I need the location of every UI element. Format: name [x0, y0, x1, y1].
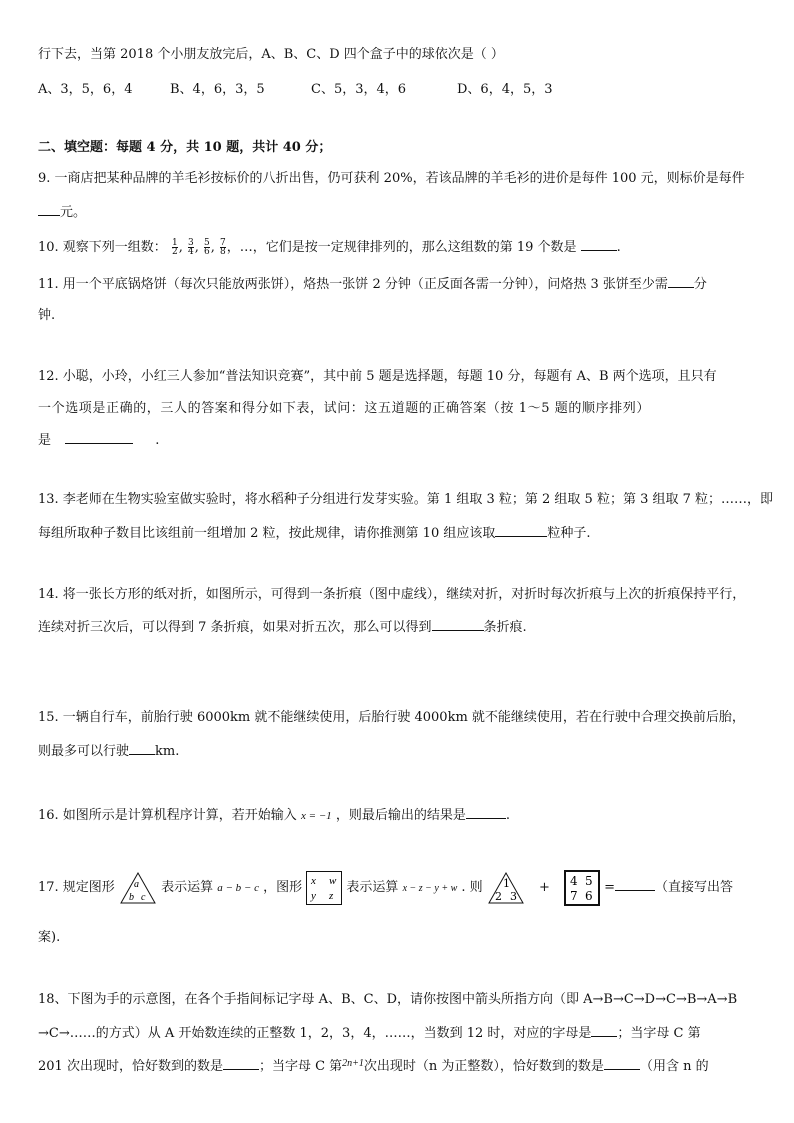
- q12-line1: 12. 小聪，小玲，小红三人参加“普法知识竞赛”，其中前 5 题是选择题，每题 10 分，每题有 A、B 两个选项，且只有: [38, 369, 717, 384]
- square-number-br: 6: [585, 888, 593, 903]
- math-expression: x − z − y + w: [402, 883, 458, 894]
- answer-blank[interactable]: [615, 877, 655, 891]
- fraction: $\frac{1}{2}$: [171, 238, 178, 257]
- q18-line2: →C→……的方式）从 A 开始数连续的正整数 1，2，3，4，……，当数到 12 时，对应的字母是 ；当字母 C 第: [38, 1023, 701, 1043]
- q10-line: 10. 观察下列一组数： $\frac{1}{2}$ , $\frac{3}{4}$ , $\frac{5}{6}$ , $\frac{7}{8}$ ，…，它们是按一定规律排列的，那么这组数的第 19 个数是 .: [38, 238, 621, 257]
- option-a: A、3，5，6，4: [38, 82, 133, 97]
- triangle-letter-b: b: [128, 891, 134, 903]
- option-c: C、5，3，4，6: [311, 82, 407, 97]
- triangle-number-right: 3: [509, 889, 517, 903]
- answer-blank[interactable]: [223, 1056, 259, 1070]
- answer-blank[interactable]: [591, 1023, 617, 1037]
- answer-blank[interactable]: [581, 237, 617, 251]
- option-d: D、6，4，5，3: [457, 82, 553, 97]
- square-number-tl: 4: [570, 873, 578, 888]
- math-expression: x = −1: [300, 810, 332, 822]
- intro-line: 行下去，当第 2018 个小朋友放完后，A、B、C、D 四个盒子中的球依次是（ ）: [38, 47, 504, 62]
- square-letter-x: x: [311, 874, 317, 887]
- q13-line2: 每组所取种子数目比该组前一组增加 2 粒，按此规律，请你推测第 10 组应该取 粒种子.: [38, 523, 590, 543]
- answer-blank[interactable]: [38, 202, 60, 216]
- q15-line1: 15. 一辆自行车，前胎行驶 6000km 就不能继续使用，后胎行驶 4000km 就不能继续使用，若在行驶中合理交换前后胎，: [38, 710, 745, 725]
- q9-line2: 元。: [38, 202, 86, 222]
- section-title: 二、填空题：每题 4 分，共 10 题，共计 40 分；: [38, 140, 332, 155]
- q12-line3: 是 .: [38, 430, 159, 450]
- fraction: $\frac{7}{8}$: [219, 238, 226, 257]
- square-number-bl: 7: [570, 888, 578, 903]
- square-number-tr: 5: [585, 873, 593, 888]
- answer-blank[interactable]: [668, 274, 694, 288]
- square-letter-w: w: [329, 874, 337, 887]
- square-figure: [306, 871, 342, 905]
- q16-line: 16. 如图所示是计算机程序计算，若开始输入 x = −1 ，则最后输出的结果是 .: [38, 805, 510, 825]
- q14-line1: 14. 将一张长方形的纸对折，如图所示，可得到一条折痕（图中虚线），继续对折，对折时每次折痕与上次的折痕保持平行，: [38, 587, 746, 602]
- answer-blank[interactable]: [129, 741, 155, 755]
- q18-line1: 18、下图为手的示意图，在各个手指间标记字母 A、B、C、D，请你按图中箭头所指方向（即 A→B→C→D→C→B→A→B: [38, 992, 738, 1007]
- q18-line3: 201 次出现时，恰好数到的数是 ；当字母 C 第$^{2n+1}$次出现时（n 为正整数），恰好数到的数是 （用含 n 的: [38, 1058, 709, 1074]
- square-number-figure: [564, 870, 600, 906]
- q17-line2: 案).: [38, 930, 61, 945]
- square-letter-y: y: [311, 889, 317, 902]
- q11-line1: 11. 用一个平底锅烙饼（每次只能放两张饼），烙热一张饼 2 分钟（正反面各需一分钟），问烙热 3 张饼至少需 分: [38, 274, 707, 294]
- fraction: $\frac{3}{4}$: [187, 238, 194, 257]
- q14-line2: 连续对折三次后，可以得到 7 条折痕，如果对折五次，那么可以得到 条折痕.: [38, 617, 527, 637]
- triangle-number-left: 2: [494, 889, 502, 903]
- triangle-figure: [119, 871, 157, 905]
- answer-blank[interactable]: [466, 805, 506, 819]
- triangle-number-figure: [487, 871, 525, 905]
- triangle-letter-a: a: [133, 878, 139, 890]
- q15-line2: 则最多可以行驶 km.: [38, 741, 179, 761]
- option-b: B、4，6，3，5: [170, 82, 265, 97]
- q12-line2: 一个选项是正确的，三人的答案和得分如下表，试问：这五道题的正确答案（按 1～5 题的顺序排列）: [38, 401, 651, 416]
- fraction: $\frac{5}{6}$: [203, 238, 210, 257]
- q17-line1: 17. 规定图形 a b c 表示运算 a − b − c ，图形 x w y z 表示运算 x − z − y + w . 则 1 2 3 + 4 5 7 6 = （直接写出答: [38, 864, 733, 912]
- answer-blank[interactable]: [65, 430, 133, 444]
- answer-blank[interactable]: [495, 523, 547, 537]
- triangle-number-top: 1: [502, 876, 510, 890]
- q9-line1: 9. 一商店把某种品牌的羊毛衫按标价的八折出售，仍可获利 20%，若该品牌的羊毛衫的进价是每件 100 元，则标价是每件: [38, 171, 745, 186]
- answer-blank[interactable]: [432, 617, 484, 631]
- q13-line1: 13. 李老师在生物实验室做实验时，将水稻种子分组进行发芽实验。第 1 组取 3 粒；第 2 组取 5 粒；第 3 组取 7 粒；……，即: [38, 492, 774, 507]
- triangle-letter-c: c: [140, 891, 146, 903]
- answer-blank[interactable]: [604, 1056, 640, 1070]
- math-expression: 2n+1: [342, 1058, 364, 1069]
- math-expression: a − b − c: [217, 882, 259, 894]
- square-letter-z: z: [329, 889, 334, 902]
- q11-line2: 钟.: [38, 308, 56, 323]
